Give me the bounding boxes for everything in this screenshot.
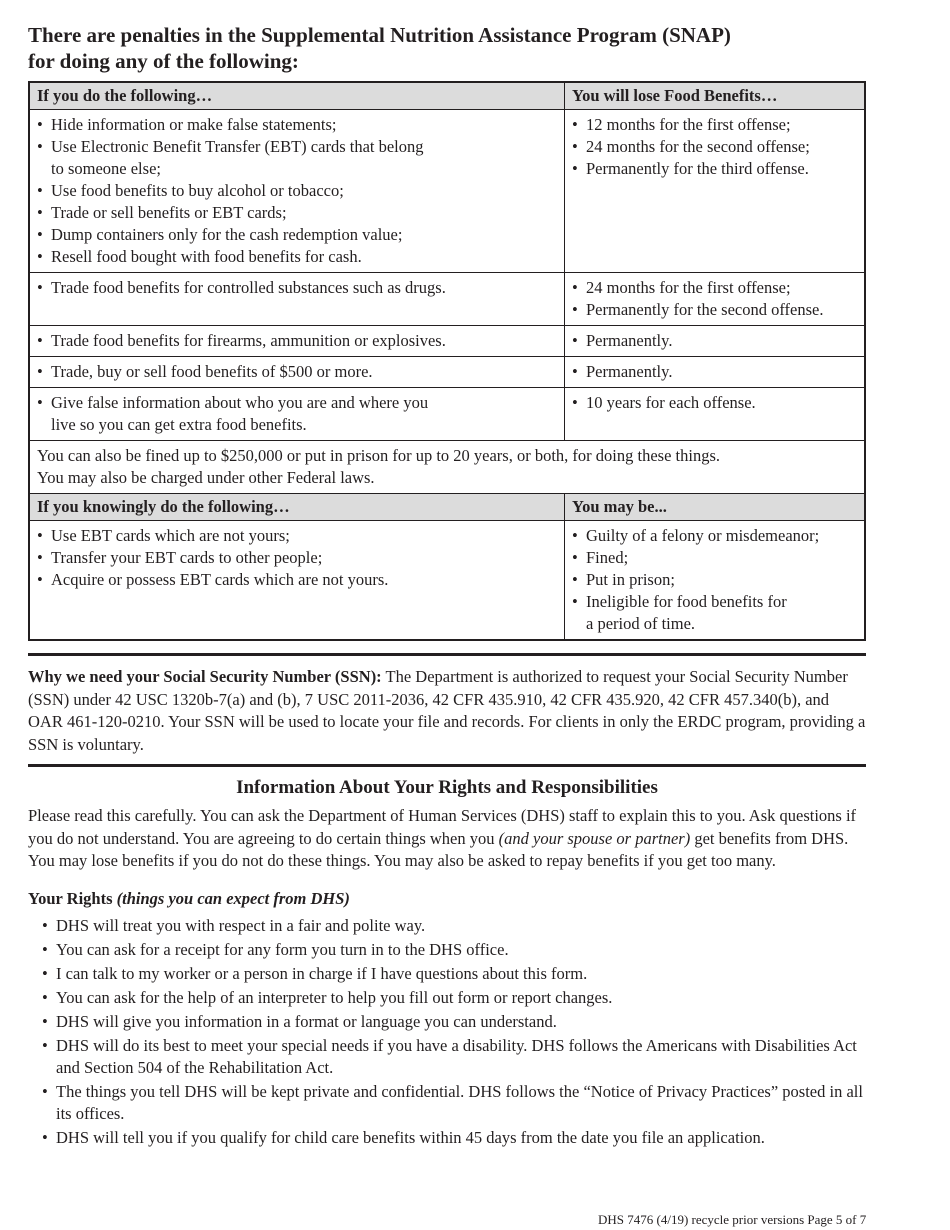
list-item: • DHS will give you information in a format or language you can understand. xyxy=(42,1011,866,1033)
list-item: • You can ask for the help of an interpreter to help you fill out form or report changes. xyxy=(42,987,866,1009)
list-item: • 24 months for the second offense; xyxy=(572,136,857,158)
ssn-heading: Why we need your Social Security Number (SSN): xyxy=(28,667,382,686)
list-item: • Ineligible for food benefits for a period of time. xyxy=(572,591,857,635)
list-item: • Dump containers only for the cash redemption value; xyxy=(37,224,557,246)
form-footer: DHS 7476 (4/19) recycle prior versions Page 5 of 7 xyxy=(598,1212,867,1227)
intro-paragraph: Please read this carefully. You can ask the Department of Human Services (DHS) staff to explain this to you. Ask questions if you do not understand. You are agreeing to do certain things when you (and your spouse or partner) get benefits from DHS. You may lose benefits if you do not do these things. You may also be asked to repay benefits if you get too many. xyxy=(28,806,857,870)
divider xyxy=(28,764,866,767)
list-item: • Use food benefits to buy alcohol or tobacco; xyxy=(37,180,557,202)
list-item: • You can ask for a receipt for any form you turn in to the DHS office. xyxy=(42,939,866,961)
divider xyxy=(28,653,866,656)
penalty-cell xyxy=(565,273,866,326)
table-row xyxy=(29,357,865,388)
offense-cell xyxy=(29,326,565,357)
list-item: • I can talk to my worker or a person in charge if I have questions about this form. xyxy=(42,963,866,985)
fine-row xyxy=(29,441,865,494)
penalty-cell xyxy=(565,110,866,273)
table-row xyxy=(29,521,865,641)
table-row xyxy=(29,326,865,357)
table-row xyxy=(29,110,865,273)
list-item: • Resell food bought with food benefits for cash. xyxy=(37,246,557,268)
ssn-text: The Department is authorized to request your Social Security Number (SSN) under 42 USC 1320b-7(a) and (b), 7 USC 2011-2036, 42 CFR 435.910, 42 CFR 435.920, 42 CFR 457.340(b), and OAR 461-120-0210. Your SSN will be used to locate your file and records. For clients in only the ERDC program, providing a SSN is voluntary. xyxy=(28,667,866,754)
knowingly-header-row xyxy=(29,494,865,521)
table-row xyxy=(29,273,865,326)
list-item: • Permanently for the second offense. xyxy=(572,299,857,321)
list-item: • Trade food benefits for controlled substances such as drugs. xyxy=(37,277,557,299)
list-item: • Give false information about who you are and where you live so you can get extra food benefits. xyxy=(37,392,557,436)
list-item: • Transfer your EBT cards to other people; xyxy=(37,547,557,569)
list-item: • Guilty of a felony or misdemeanor; xyxy=(572,525,857,547)
list-item: • 10 years for each offense. xyxy=(572,392,857,414)
offense-cell xyxy=(29,273,565,326)
fine-notice xyxy=(29,441,865,494)
offense-cell xyxy=(29,521,565,641)
header2-left: If you knowingly do the following… xyxy=(29,494,565,521)
list-item: • Acquire or possess EBT cards which are not yours. xyxy=(37,569,557,591)
list-item: • Trade, buy or sell food benefits of $500 or more. xyxy=(37,361,557,383)
header-right: You will lose Food Benefits… xyxy=(565,82,866,110)
table-row xyxy=(29,388,865,441)
penalty-cell xyxy=(565,357,866,388)
page-title xyxy=(28,22,866,74)
offense-cell xyxy=(29,110,565,273)
penalties-table xyxy=(28,81,866,641)
penalty-cell xyxy=(565,521,866,641)
section-title: Information About Your Rights and Responsibilities xyxy=(236,777,658,798)
rights-list xyxy=(28,915,866,1149)
list-item: • Trade food benefits for firearms, ammunition or explosives. xyxy=(37,330,557,352)
list-item: • Use Electronic Benefit Transfer (EBT) cards that belong to someone else; xyxy=(37,136,557,180)
fine-line-1: You can also be fined up to $250,000 or put in prison for up to 20 years, or both, for doing these things. xyxy=(37,446,720,465)
list-item: • Permanently. xyxy=(572,330,857,352)
list-item: • DHS will tell you if you qualify for child care benefits within 45 days from the date you file an application. xyxy=(42,1127,866,1149)
rights-heading: Your Rights (things you can expect from DHS) xyxy=(28,888,350,908)
offense-cell xyxy=(29,388,565,441)
offense-cell xyxy=(29,357,565,388)
list-item: • Use EBT cards which are not yours; xyxy=(37,525,557,547)
list-item: • Hide information or make false statements; xyxy=(37,114,557,136)
document-page xyxy=(28,22,866,1151)
title-line-1: There are penalties in the Supplemental Nutrition Assistance Program (SNAP) xyxy=(28,23,731,47)
penalty-cell xyxy=(565,388,866,441)
list-item: • 24 months for the first offense; xyxy=(572,277,857,299)
header-left: If you do the following… xyxy=(29,82,565,110)
list-item: • Put in prison; xyxy=(572,569,857,591)
list-item: • 12 months for the first offense; xyxy=(572,114,857,136)
title-line-2: for doing any of the following: xyxy=(28,49,299,73)
list-item: • Trade or sell benefits or EBT cards; xyxy=(37,202,557,224)
list-item: • DHS will do its best to meet your special needs if you have a disability. DHS follows the Americans with Disabilities Act and Section 504 of the Rehabilitation Act. xyxy=(42,1035,866,1079)
list-item: • The things you tell DHS will be kept private and confidential. DHS follows the “Notice of Privacy Practices” posted in all its offices. xyxy=(42,1081,866,1125)
fine-line-2: You may also be charged under other Federal laws. xyxy=(37,468,375,487)
list-item: • DHS will treat you with respect in a fair and polite way. xyxy=(42,915,866,937)
list-item: • Permanently for the third offense. xyxy=(572,158,857,180)
penalties-header-row xyxy=(29,82,865,110)
ssn-paragraph xyxy=(28,666,866,756)
list-item: • Fined; xyxy=(572,547,857,569)
header2-right: You may be... xyxy=(565,494,866,521)
list-item: • Permanently. xyxy=(572,361,857,383)
penalty-cell xyxy=(565,326,866,357)
